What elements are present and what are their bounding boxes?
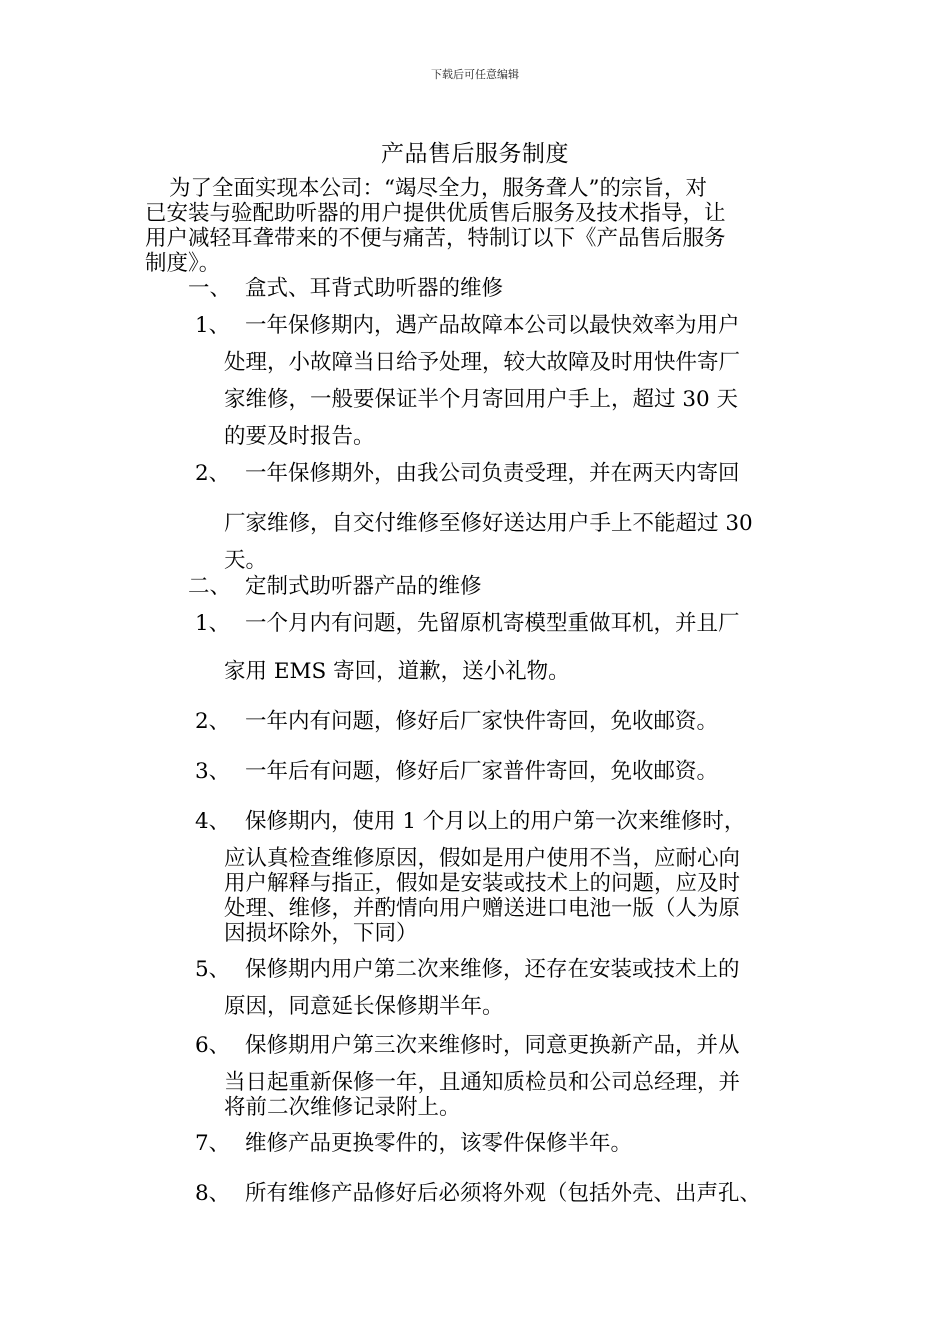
section-heading: 盒式、耳背式助听器的维修 bbox=[245, 276, 504, 301]
intro-line: 已安装与验配助听器的用户提供优质售后服务及技术指导，让 bbox=[145, 201, 726, 226]
item-number: 2、 bbox=[195, 461, 231, 486]
item-number: 7、 bbox=[195, 1131, 231, 1156]
item-line: 保修期内用户第二次来维修，还存在安装或技术上的 bbox=[245, 957, 740, 982]
item-line: 一年保修期外，由我公司负责受理，并在两天内寄回 bbox=[245, 461, 740, 486]
item-line: 应认真检查维修原因，假如是用户使用不当，应耐心向 bbox=[224, 846, 741, 871]
item-line: 所有维修产品修好后必须将外观（包括外壳、出声孔、 bbox=[245, 1181, 762, 1206]
intro-line: 用户减轻耳聋带来的不便与痛苦，特制订以下《产品售后服务 bbox=[145, 226, 726, 251]
item-line: 维修产品更换零件的，该零件保修半年。 bbox=[245, 1131, 633, 1156]
item-number: 1、 bbox=[195, 313, 231, 338]
item-number: 8、 bbox=[195, 1181, 231, 1206]
item-line: 一年后有问题，修好后厂家普件寄回，免收邮资。 bbox=[245, 759, 719, 784]
item-line: 一年内有问题，修好后厂家快件寄回，免收邮资。 bbox=[245, 709, 719, 734]
item-line: 将前二次维修记录附上。 bbox=[224, 1095, 461, 1120]
item-line: 用户解释与指正，假如是安装或技术上的问题，应及时 bbox=[224, 871, 741, 896]
item-line: 处理，小故障当日给予处理，较大故障及时用快件寄厂 bbox=[224, 350, 741, 375]
item-number: 6、 bbox=[195, 1033, 231, 1058]
item-number: 2、 bbox=[195, 709, 231, 734]
item-line: 保修期用户第三次来维修时，同意更换新产品，并从 bbox=[245, 1033, 740, 1058]
section-heading: 定制式助听器产品的维修 bbox=[245, 574, 482, 599]
section-number: 二、 bbox=[188, 574, 232, 599]
page-title: 产品售后服务制度 bbox=[381, 141, 569, 167]
header-note: 下载后可任意编辑 bbox=[431, 68, 519, 81]
item-line: 原因，同意延长保修期半年。 bbox=[224, 994, 504, 1019]
item-line: 一年保修期内，遇产品故障本公司以最快效率为用户 bbox=[245, 313, 740, 338]
section-number: 一、 bbox=[188, 276, 232, 301]
item-line: 处理、维修，并酌情向用户赠送进口电池一版（人为原 bbox=[224, 896, 741, 921]
item-line: 家用 EMS 寄回，道歉，送小礼物。 bbox=[224, 659, 570, 684]
item-line: 厂家维修，自交付维修至修好送达用户手上不能超过 30 bbox=[224, 511, 753, 536]
item-number: 1、 bbox=[195, 611, 231, 636]
item-number: 3、 bbox=[195, 759, 231, 784]
item-number: 5、 bbox=[195, 957, 231, 982]
item-line: 天。 bbox=[224, 548, 268, 573]
item-line: 一个月内有问题，先留原机寄模型重做耳机，并且厂 bbox=[245, 611, 740, 636]
intro-line: 制度》。 bbox=[145, 251, 221, 276]
intro-line: 为了全面实现本公司：“竭尽全力，服务聋人”的宗旨，对 bbox=[169, 176, 707, 201]
item-line: 的要及时报告。 bbox=[224, 424, 375, 449]
item-line: 当日起重新保修一年，且通知质检员和公司总经理，并 bbox=[224, 1070, 741, 1095]
item-line: 因损坏除外，下同） bbox=[224, 921, 418, 946]
item-number: 4、 bbox=[195, 809, 231, 834]
item-line: 保修期内，使用 1 个月以上的用户第一次来维修时， bbox=[245, 809, 746, 834]
item-line: 家维修，一般要保证半个月寄回用户手上，超过 30 天 bbox=[224, 387, 739, 412]
